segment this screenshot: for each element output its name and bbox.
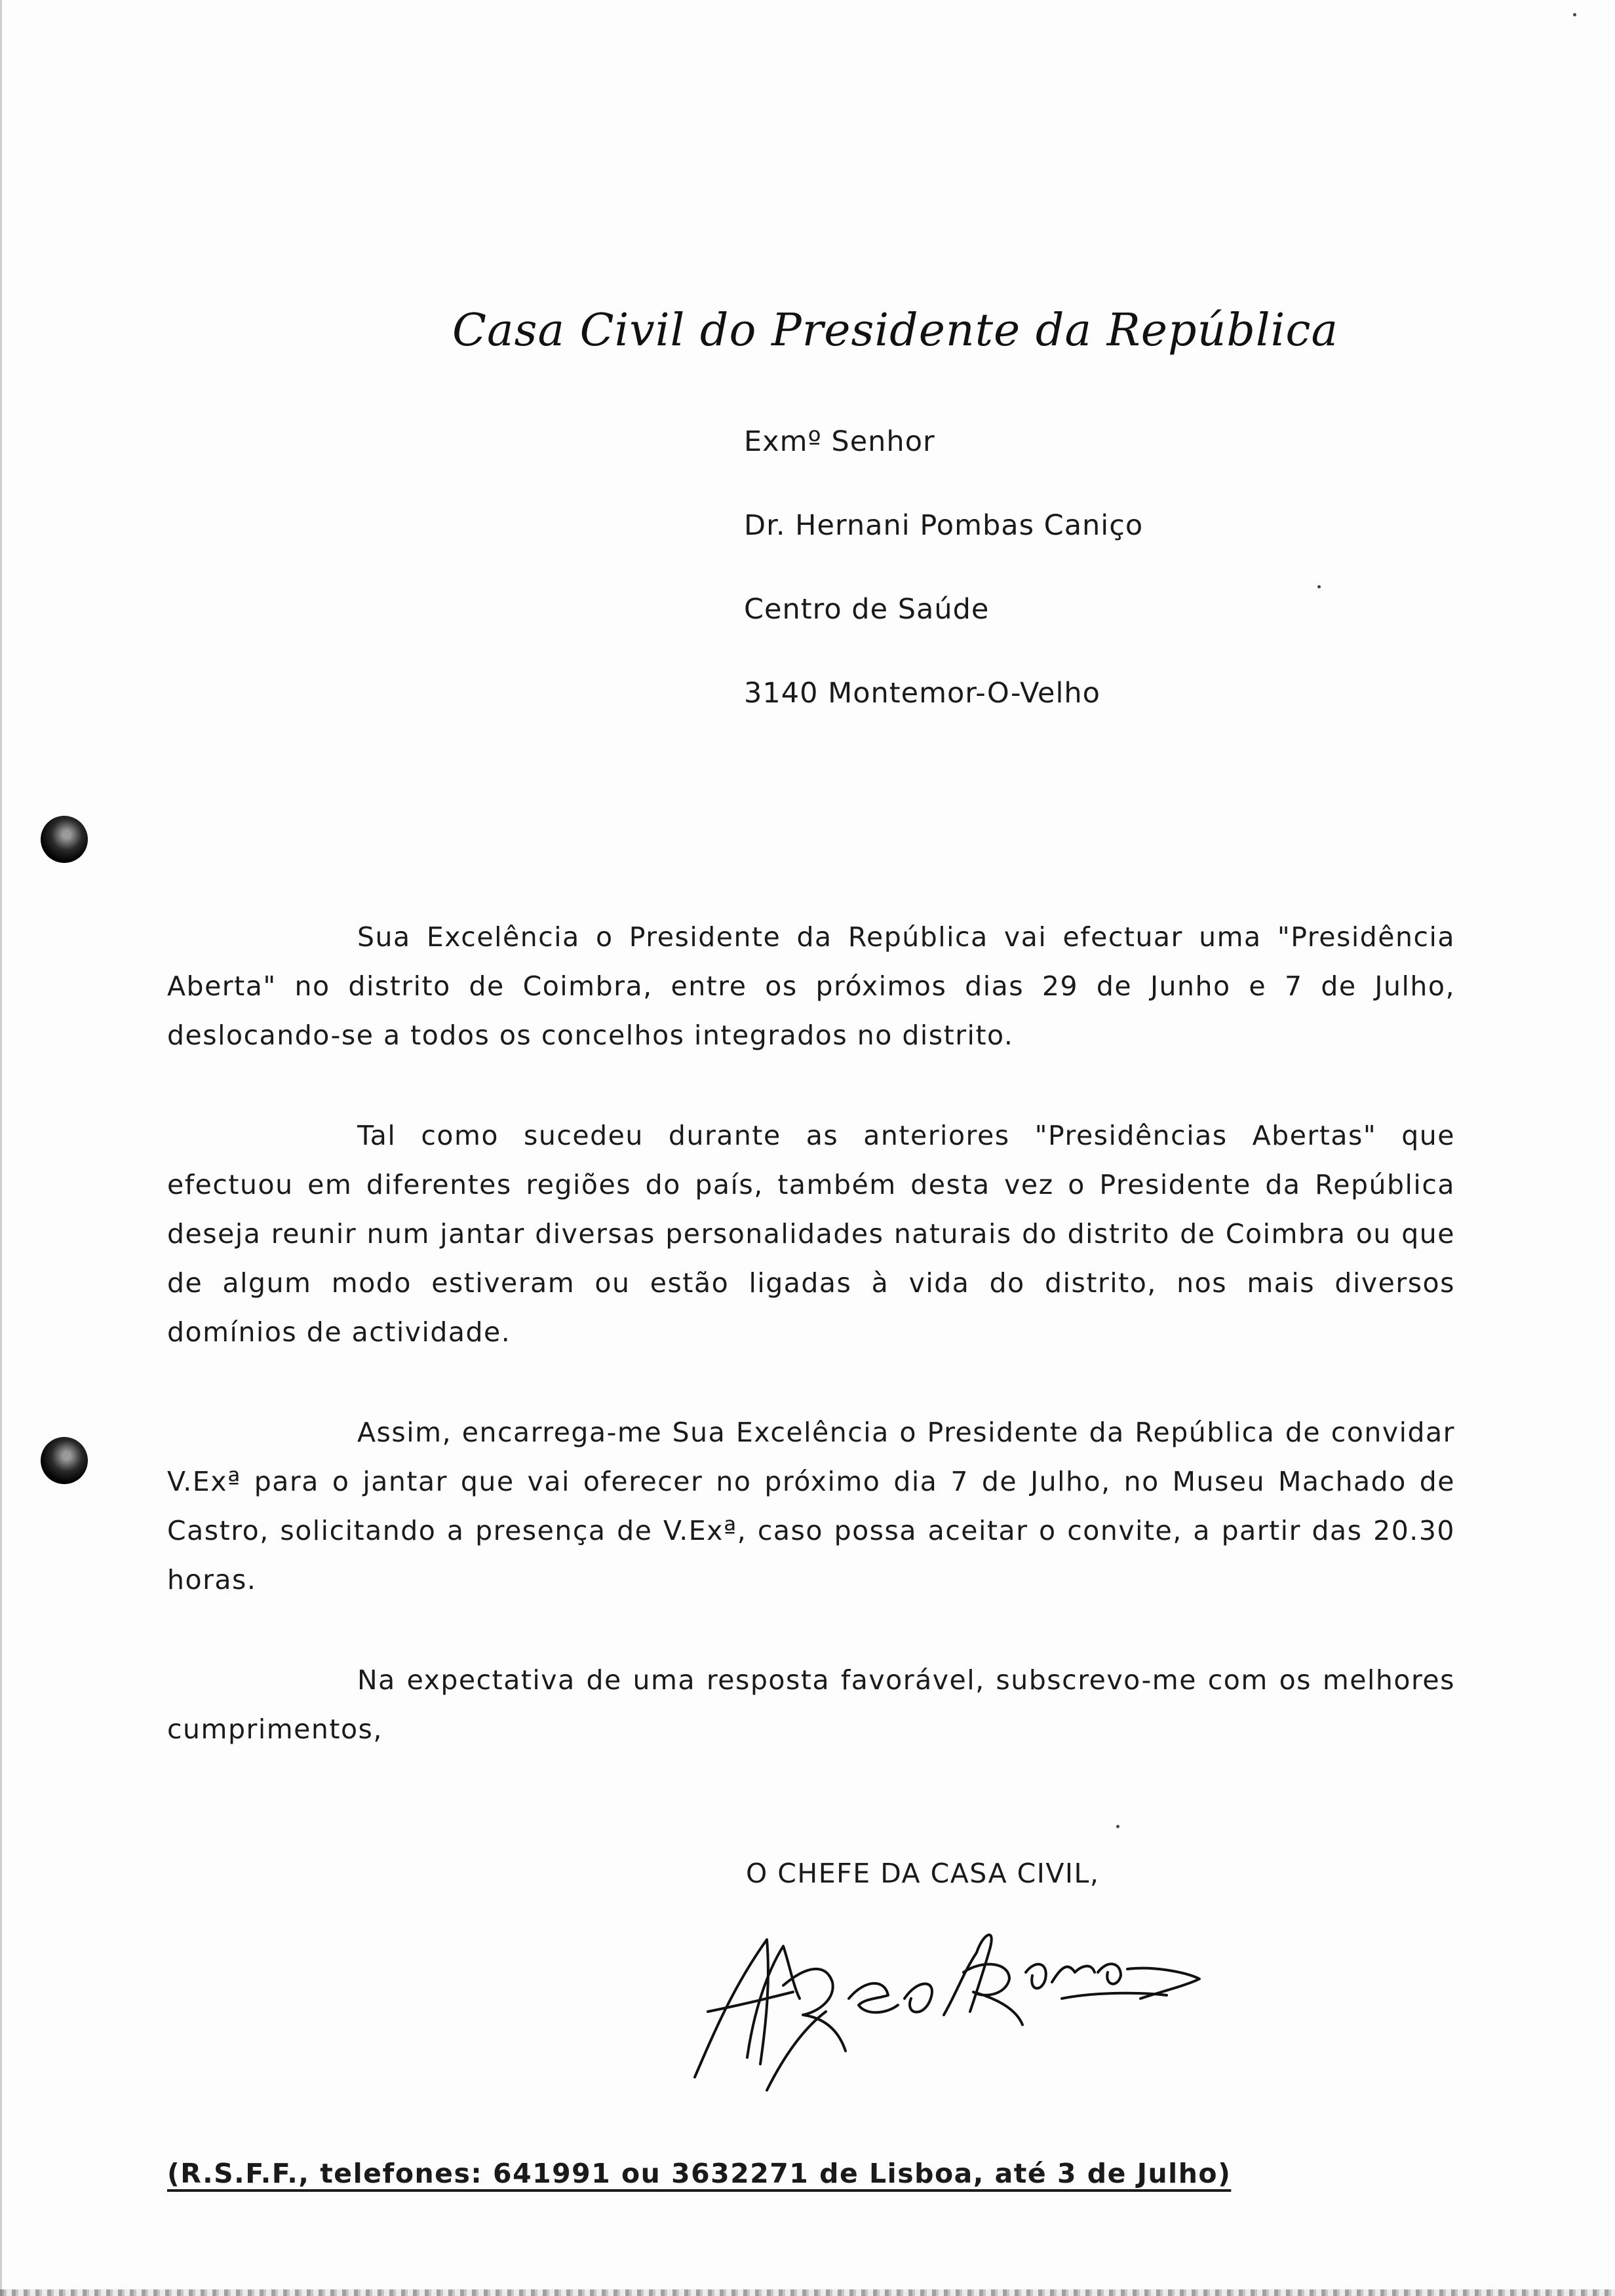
- recipient-address: [744, 400, 1143, 735]
- recipient-institution: Centro de Saúde: [744, 593, 990, 626]
- closing-title: O CHEFE DA CASA CIVIL,: [746, 1858, 1100, 1889]
- paragraph-4: Na expectativa de uma resposta favorável, subscrevo-me com os melhores cumprimentos,: [167, 1664, 1455, 1745]
- punch-hole-top: [41, 816, 88, 863]
- paper-speck: [1116, 1825, 1119, 1828]
- paragraph-1: Sua Excelência o Presidente da República vai efectuar uma "Presidência Aberta" no distrito de Coimbra, entre os próximos dias 29 de Junho e 7 de Julho, deslocando-se a todos os concelhos integrados no distrito.: [167, 921, 1455, 1051]
- paragraph-2: Tal como sucedeu durante as anteriores "Presidências Abertas" que efectuou em diferentes regiões do país, também desta vez o Presidente da República deseja reunir num jantar diversas personalidades naturais do distrito de Coimbra ou que de algum modo estiveram ou estão ligadas à vida do distrito, nos mais diversos domínios de actividade.: [167, 1120, 1455, 1348]
- footer-contact: (R.S.F.F., telefones: 641991 ou 3632271 de Lisboa, até 3 de Julho): [167, 2158, 1232, 2189]
- page-edge-left: [0, 0, 2, 2296]
- page-edge-bottom: [0, 2289, 1615, 2296]
- recipient-locality: 3140 Montemor-O-Velho: [744, 677, 1100, 710]
- letter-body: [167, 913, 1455, 1805]
- paragraph-3: Assim, encarrega-me Sua Excelência o Presidente da República de convidar V.Exª para o jantar que vai oferecer no próximo dia 7 de Julho, no Museu Machado de Castro, solicitando a presença de V.Exª, caso possa aceitar o convite, a partir das 20.30 horas.: [167, 1417, 1455, 1596]
- handwritten-signature: [669, 1900, 1206, 2097]
- paper-speck: [1573, 13, 1576, 16]
- punch-hole-bottom: [41, 1437, 88, 1484]
- recipient-name: Dr. Hernani Pombas Caniço: [744, 509, 1144, 542]
- recipient-salutation: Exmº Senhor: [744, 425, 935, 458]
- paper-speck: [1317, 585, 1321, 588]
- letterhead: Casa Civil do Presidente da República: [452, 305, 1339, 356]
